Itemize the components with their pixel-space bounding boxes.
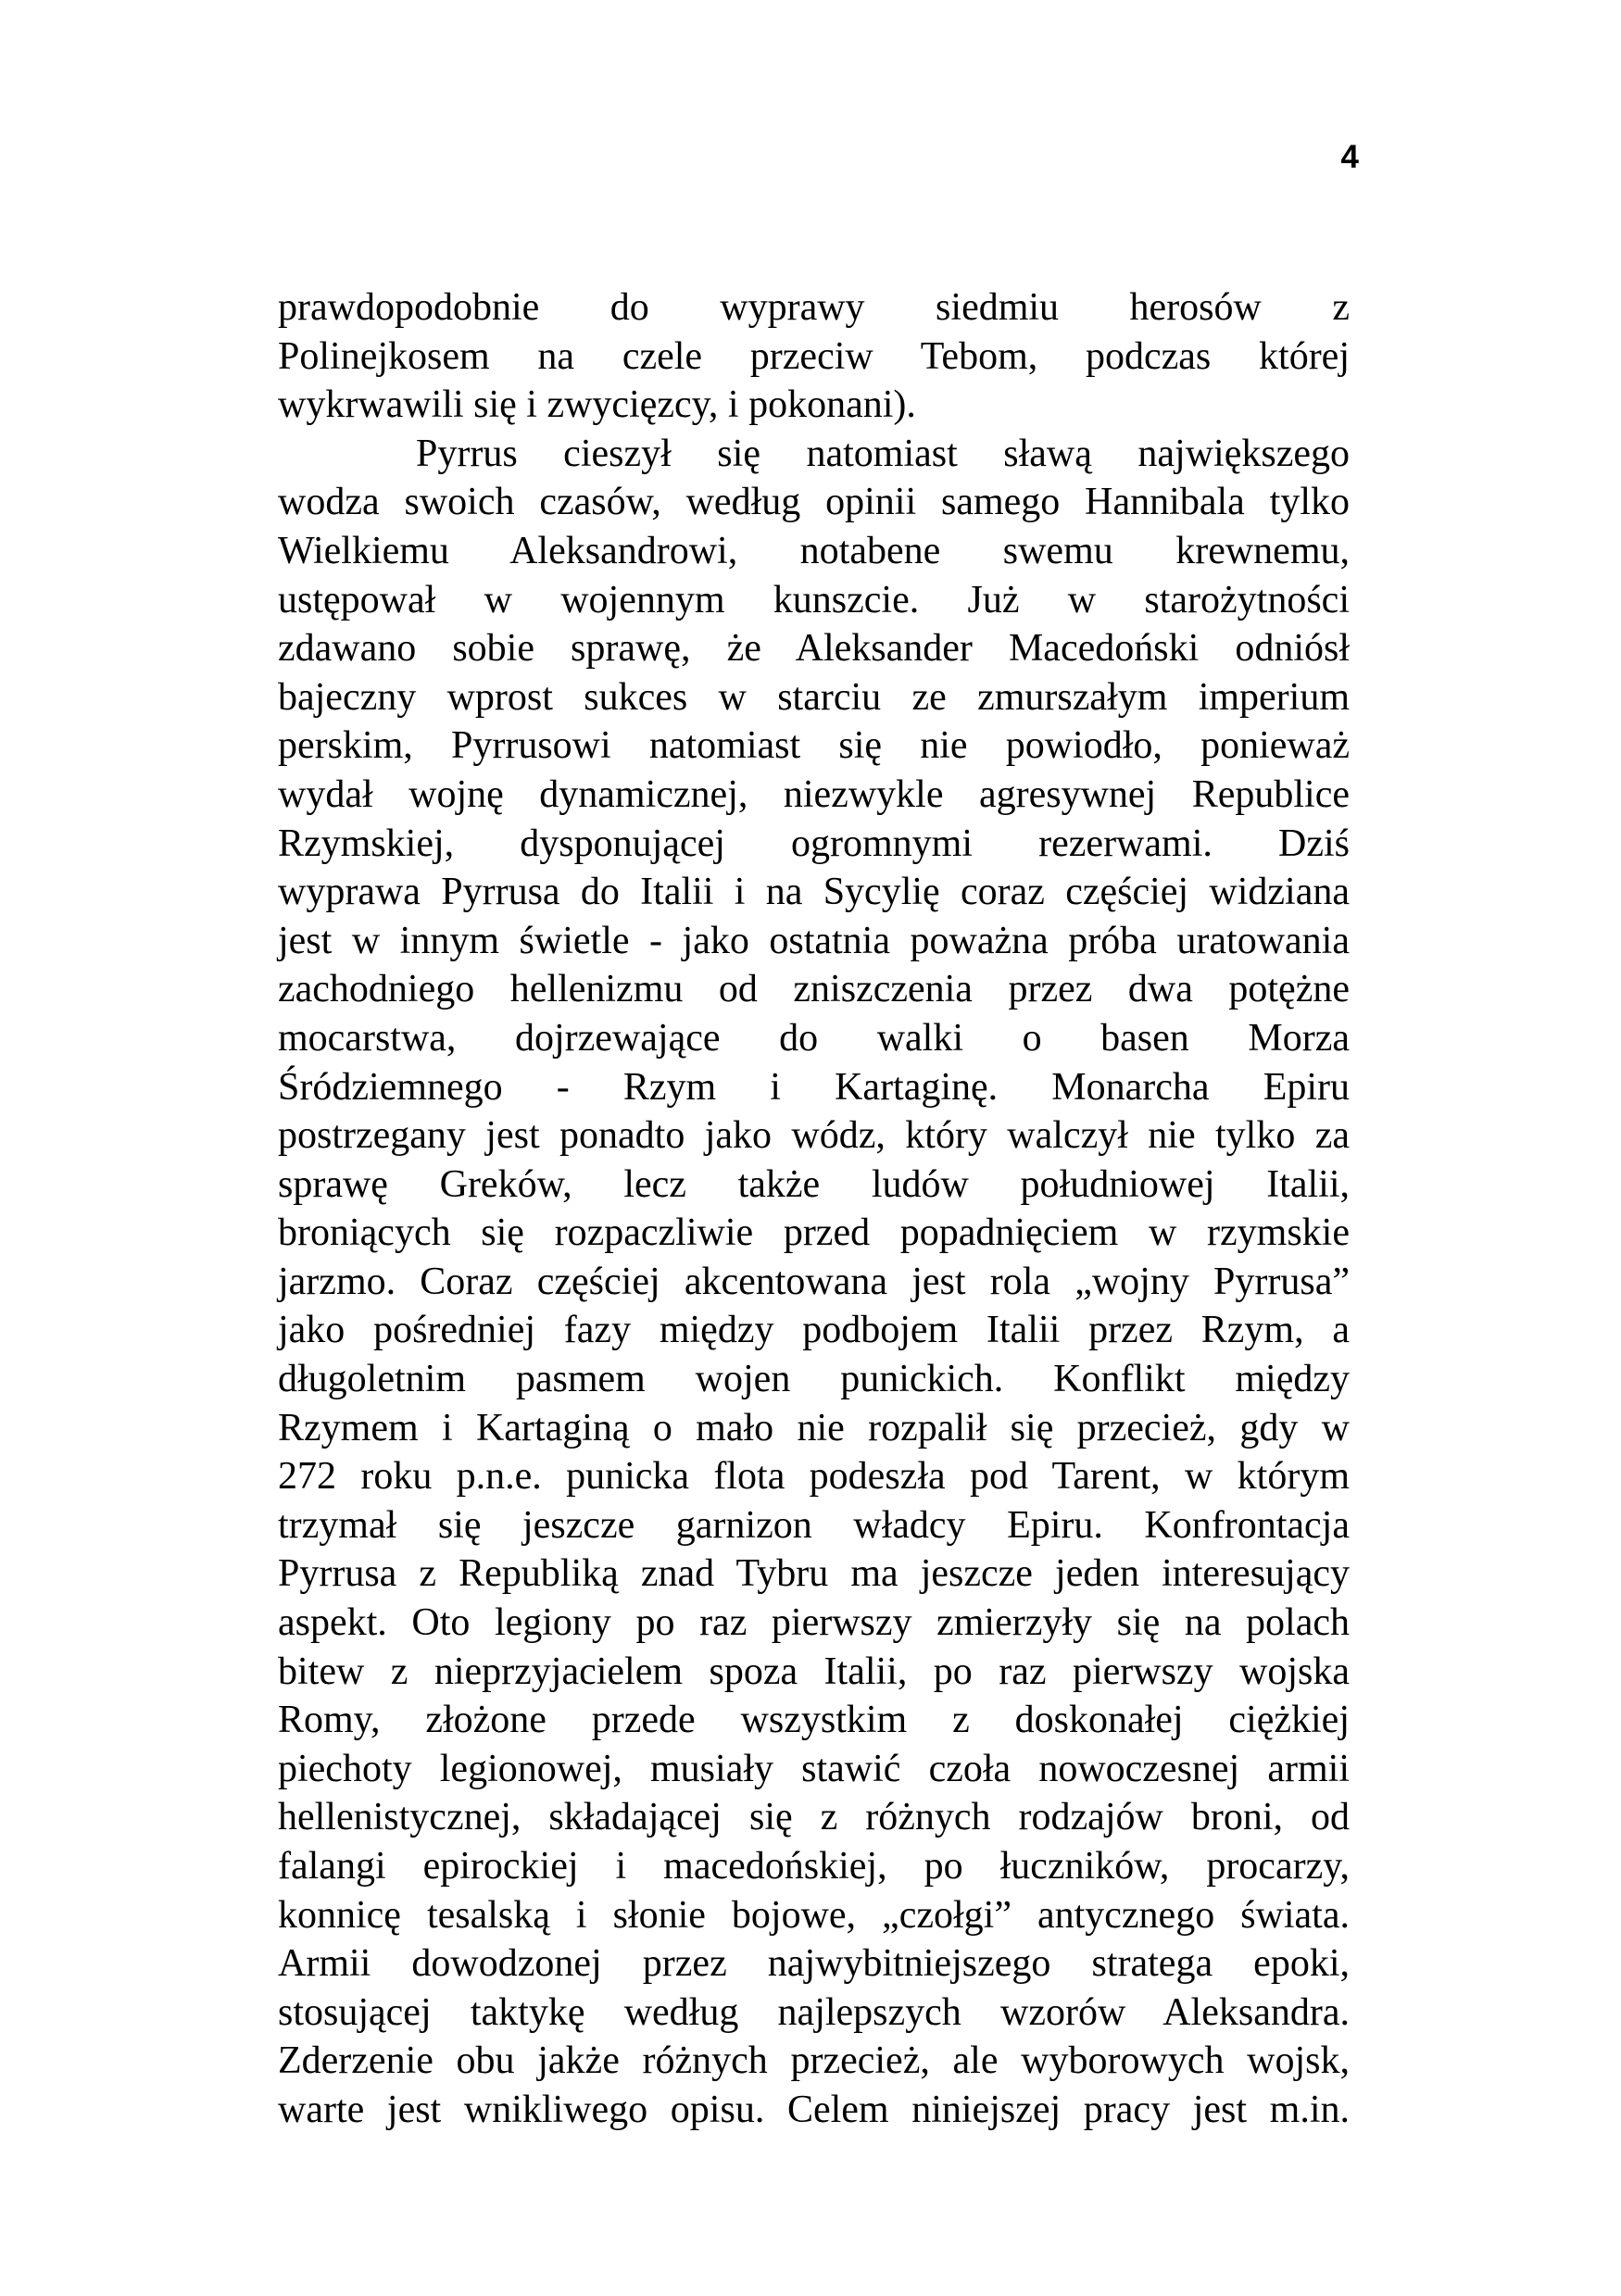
- text-line: 272 roku p.n.e. punicka flota podeszła pod Tarent, w którym: [278, 1455, 1350, 1499]
- text-line: wykrwawili się i zwycięzcy, i pokonani).: [278, 383, 916, 427]
- text-line: Śródziemnego - Rzym i Kartaginę. Monarcha Epiru: [278, 1065, 1350, 1109]
- text-line: bajeczny wprost sukces w starciu ze zmurszałym imperium: [278, 675, 1350, 719]
- text-line: sprawę Greków, lecz także ludów południowej Italii,: [278, 1162, 1350, 1206]
- text-line: hellenistycznej, składającej się z różnych rodzajów broni, od: [278, 1796, 1350, 1839]
- text-line: piechoty legionowej, musiały stawić czoła nowoczesnej armii: [278, 1747, 1350, 1790]
- text-line: mocarstwa, dojrzewające do walki o basen Morza: [278, 1016, 1350, 1060]
- text-line: Armii dowodzonej przez najwybitniejszego stratega epoki,: [278, 1942, 1350, 1986]
- text-line: Wielkiemu Aleksandrowi, notabene swemu krewnemu,: [278, 529, 1350, 572]
- text-line: broniących się rozpaczliwie przed popadnięciem w rzymskie: [278, 1211, 1350, 1255]
- text-line: ustępował w wojennym kunszcie. Już w starożytności: [278, 578, 1350, 621]
- text-line: falangi epirockiej i macedońskiej, po łuczników, procarzy,: [278, 1845, 1350, 1888]
- text-line: trzymał się jeszcze garnizon władcy Epiru. Konfrontacja: [278, 1503, 1350, 1547]
- text-line: Zderzenie obu jakże różnych przecież, ale wyborowych wojsk,: [278, 2039, 1350, 2083]
- text-line: bitew z nieprzyjacielem spoza Italii, po raz pierwszy wojska: [278, 1650, 1350, 1693]
- text-line: zdawano sobie sprawę, że Aleksander Macedoński odniósł: [278, 627, 1350, 671]
- text-line: Rzymem i Kartaginą o mało nie rozpalił się przecież, gdy w: [278, 1406, 1350, 1449]
- text-line: konnicę tesalską i słonie bojowe, „czołgi” antycznego świata.: [278, 1893, 1350, 1937]
- text-line: wyprawa Pyrrusa do Italii i na Sycylię coraz częściej widziana: [278, 871, 1350, 914]
- text-line: perskim, Pyrrusowi natomiast się nie powiodło, ponieważ: [278, 724, 1350, 768]
- text-line: jarzmo. Coraz częściej akcentowana jest rola „wojny Pyrrusa”: [278, 1260, 1350, 1303]
- text-line: prawdopodobnie do wyprawy siedmiu herosów z: [278, 286, 1350, 329]
- text-line: Rzymskiej, dysponującej ogromnymi rezerwami. Dziś: [278, 822, 1350, 865]
- text-line: wodza swoich czasów, według opinii samego Hannibala tylko: [278, 481, 1350, 524]
- text-line: zachodniego hellenizmu od zniszczenia przez dwa potężne: [278, 968, 1350, 1011]
- page-number: 4: [1340, 139, 1359, 175]
- body-text: [278, 283, 1350, 2135]
- text-line: Pyrrusa z Republiką znad Tybru ma jeszcze jeden interesujący: [278, 1552, 1350, 1596]
- text-line: stosującej taktykę według najlepszych wzorów Aleksandra.: [278, 1990, 1350, 2034]
- text-line: długoletnim pasmem wojen punickich. Konflikt między: [278, 1358, 1350, 1401]
- text-line: postrzegany jest ponadto jako wódz, który walczył nie tylko za: [278, 1114, 1350, 1158]
- text-line: jest w innym świetle - jako ostatnia poważna próba uratowania: [278, 919, 1350, 962]
- text-line: aspekt. Oto legiony po raz pierwszy zmierzyły się na polach: [278, 1601, 1350, 1645]
- text-line: Pyrrus cieszył się natomiast sławą największego: [416, 432, 1350, 475]
- text-line: Polinejkosem na czele przeciw Tebom, podczas której: [278, 334, 1350, 378]
- text-line: wydał wojnę dynamicznej, niezwykle agresywnej Republice: [278, 772, 1350, 816]
- text-line: jako pośredniej fazy między podbojem Italii przez Rzym, a: [278, 1309, 1350, 1352]
- text-line: warte jest wnikliwego opisu. Celem niniejszej pracy jest m.in.: [278, 2088, 1350, 2131]
- text-line: Romy, złożone przede wszystkim z doskonałej ciężkiej: [278, 1699, 1350, 1742]
